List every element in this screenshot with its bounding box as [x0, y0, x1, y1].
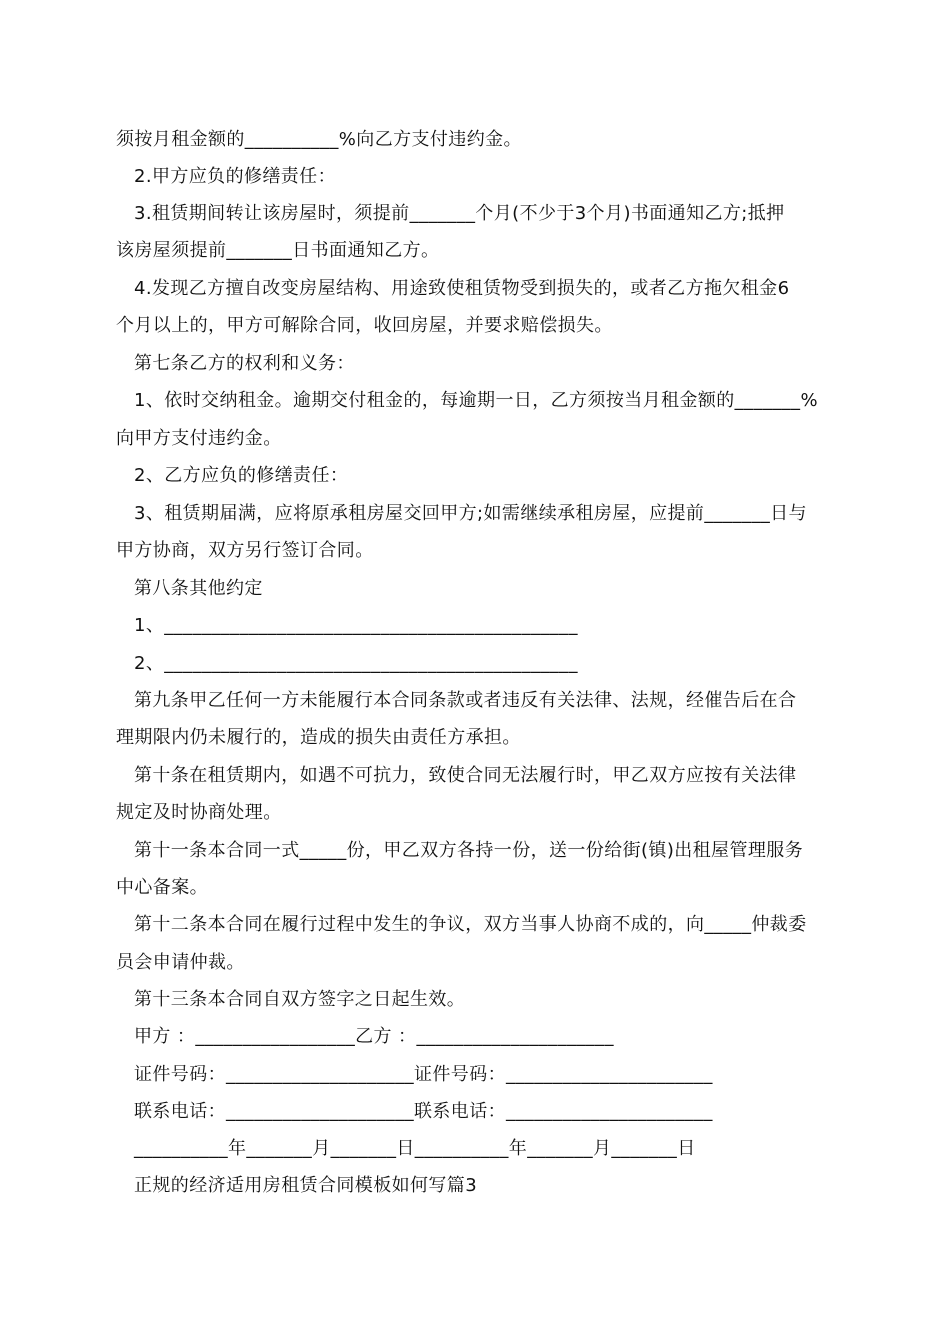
text-line: 2.甲方应负的修缮责任： — [134, 166, 336, 187]
text-line: 须按月租金额的__________%向乙方支付违约金。 — [116, 129, 522, 150]
date-line: __________年_______月_______日__________年_______月_______日 — [134, 1138, 696, 1159]
text-line: 中心备案。 — [116, 877, 208, 898]
text-line: 第十一条本合同一式_____份，甲乙双方各持一份，送一份给街(镇)出租屋管理服务 — [134, 840, 804, 861]
text-line: 甲方协商，双方另行签订合同。 — [116, 540, 374, 561]
text-line: 3.租赁期间转让该房屋时，须提前_______个月(不少于3个月)书面通知乙方;抵押 — [134, 203, 785, 224]
text-line: 个月以上的，甲方可解除合同，收回房屋，并要求赔偿损失。 — [116, 315, 613, 336]
text-line: 4.发现乙方擅自改变房屋结构、用途致使租赁物受到损失的，或者乙方拖欠租金6 — [134, 278, 790, 299]
section-heading: 第七条乙方的权利和义务： — [134, 353, 355, 374]
phone-line: 联系电话：____________________联系电话：______________________ — [134, 1101, 713, 1122]
text-line: 第九条甲乙任何一方未能履行本合同条款或者违反有关法律、法规，经催告后在合 — [134, 690, 797, 711]
text-line: 理期限内仍未履行的，造成的损失由责任方承担。 — [116, 727, 521, 748]
text-line: 该房屋须提前_______日书面通知乙方。 — [116, 240, 440, 261]
text-line: 员会申请仲裁。 — [116, 952, 245, 973]
text-line: 2、乙方应负的修缮责任： — [134, 465, 349, 486]
text-line: 规定及时协商处理。 — [116, 802, 282, 823]
id-number-line: 证件号码：____________________证件号码：______________________ — [134, 1064, 713, 1085]
signature-party-line: 甲方 ：_________________乙方 ：_____________________ — [134, 1026, 614, 1047]
next-section-title: 正规的经济适用房租赁合同模板如何写篇3 — [134, 1175, 478, 1196]
section-heading: 第八条其他约定 — [134, 578, 263, 599]
blank-clause-line: 1、____________________________________________ — [134, 615, 578, 636]
text-line: 向甲方支付违约金。 — [116, 428, 282, 449]
text-line: 第十三条本合同自双方签字之日起生效。 — [134, 989, 466, 1010]
text-line: 第十条在租赁期内，如遇不可抗力，致使合同无法履行时，甲乙双方应按有关法律 — [134, 765, 797, 786]
text-line: 1、依时交纳租金。逾期交付租金的，每逾期一日，乙方须按当月租金额的_______% — [134, 390, 818, 411]
blank-clause-line: 2、____________________________________________ — [134, 653, 578, 674]
text-line: 第十二条本合同在履行过程中发生的争议，双方当事人协商不成的，向_____仲裁委 — [134, 914, 807, 935]
text-line: 3、租赁期届满，应将原承租房屋交回甲方;如需继续承租房屋，应提前_______日与 — [134, 503, 807, 524]
